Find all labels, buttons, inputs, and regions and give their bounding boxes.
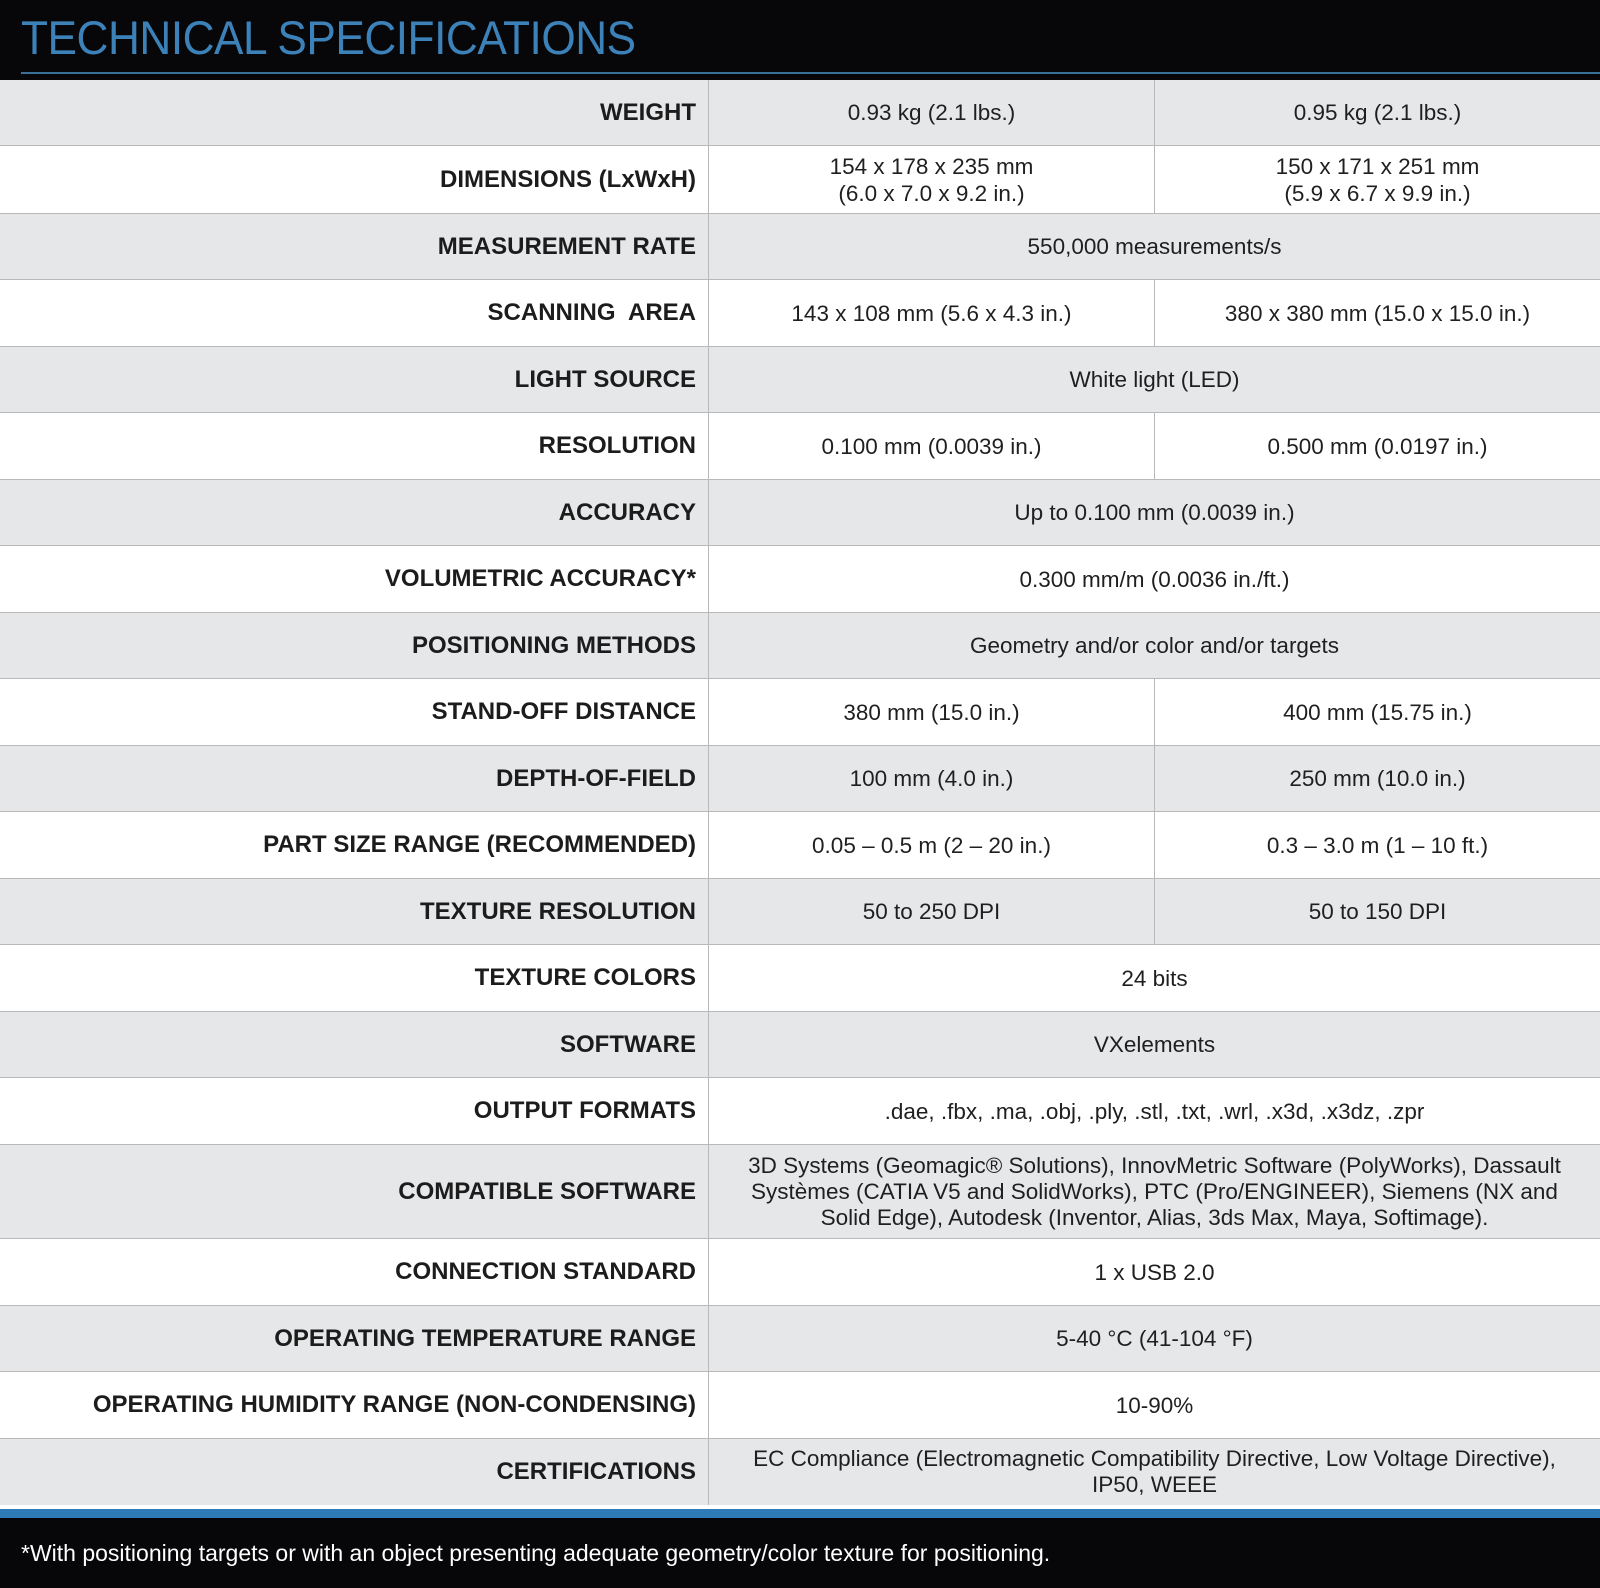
- spec-value-model-2: 250 mm (10.0 in.): [1289, 766, 1466, 791]
- spec-label: TEXTURE COLORS: [0, 945, 709, 1011]
- spec-label: OPERATING TEMPERATURE RANGE: [0, 1306, 709, 1371]
- spec-value-model-1: 143 x 108 mm (5.6 x 4.3 in.): [709, 280, 1155, 346]
- spec-label: CONNECTION STANDARD: [0, 1239, 709, 1305]
- table-row: [0, 1439, 1600, 1505]
- spec-value: .dae, .fbx, .ma, .obj, .ply, .stl, .txt, .wrl, .x3d, .x3dz, .zpr: [884, 1098, 1425, 1124]
- spec-value: Up to 0.100 mm (0.0039 in.): [1014, 500, 1295, 525]
- spec-value: [709, 1145, 1600, 1238]
- table-row: [0, 1306, 1600, 1372]
- spec-label: ACCURACY: [0, 480, 709, 545]
- spec-label: CERTIFICATIONS: [0, 1439, 709, 1505]
- spec-label: SOFTWARE: [0, 1012, 709, 1077]
- spec-table: [0, 80, 1600, 1505]
- spec-label: DIMENSIONS (LxWxH): [0, 146, 709, 213]
- spec-value-model-2: 380 x 380 mm (15.0 x 15.0 in.): [1224, 300, 1531, 326]
- spec-value-model-2: 50 to 150 DPI: [1308, 899, 1447, 924]
- spec-label: OUTPUT FORMATS: [0, 1078, 709, 1144]
- spec-label: POSITIONING METHODS: [0, 613, 709, 678]
- table-row: [0, 347, 1600, 413]
- value-line: Solid Edge), Autodesk (Inventor, Alias, 3ds Max, Maya, Softimage).: [820, 1204, 1489, 1230]
- spec-label: STAND-OFF DISTANCE: [0, 679, 709, 745]
- spec-value-model-1: 0.05 – 0.5 m (2 – 20 in.): [709, 812, 1155, 878]
- table-row: [0, 945, 1600, 1012]
- value-line: 3D Systems (Geomagic® Solutions), InnovMetric Software (PolyWorks), Dassault: [748, 1152, 1561, 1178]
- spec-value: 24 bits: [1121, 965, 1188, 991]
- spec-value: 1 x USB 2.0: [1094, 1259, 1215, 1285]
- table-row: [0, 146, 1600, 214]
- value-line: EC Compliance (Electromagnetic Compatibility Directive, Low Voltage Directive),: [753, 1446, 1556, 1471]
- table-row: [0, 1239, 1600, 1306]
- value-line: (6.0 x 7.0 x 9.2 in.): [838, 180, 1025, 206]
- table-row: [0, 613, 1600, 679]
- spec-value-model-1: 380 mm (15.0 in.): [709, 679, 1155, 745]
- table-row: [0, 214, 1600, 280]
- table-row: [0, 480, 1600, 546]
- spec-value-model-2: 400 mm (15.75 in.): [1283, 699, 1472, 725]
- table-row: [0, 1012, 1600, 1078]
- spec-label: SCANNING AREA: [0, 280, 709, 346]
- spec-value: VXelements: [1093, 1032, 1216, 1057]
- table-row: [0, 280, 1600, 347]
- table-row: [0, 812, 1600, 879]
- table-row: [0, 879, 1600, 945]
- spec-label: COMPATIBLE SOFTWARE: [0, 1145, 709, 1238]
- table-row: [0, 413, 1600, 480]
- spec-label: RESOLUTION: [0, 413, 709, 479]
- value-line: Systèmes (CATIA V5 and SolidWorks), PTC (Pro/ENGINEER), Siemens (NX and: [751, 1178, 1558, 1204]
- value-line: IP50, WEEE: [1091, 1472, 1218, 1497]
- spec-value-model-2: 0.95 kg (2.1 lbs.): [1293, 100, 1462, 125]
- table-row: [0, 1078, 1600, 1145]
- accent-band: [0, 1509, 1600, 1518]
- value-line: 150 x 171 x 251 mm: [1275, 153, 1480, 179]
- table-row: [0, 546, 1600, 613]
- spec-value-model-2: 0.3 – 3.0 m (1 – 10 ft.): [1266, 832, 1489, 858]
- spec-label: PART SIZE RANGE (RECOMMENDED): [0, 812, 709, 878]
- spec-value: 550,000 measurements/s: [1027, 234, 1282, 259]
- table-row: [0, 1145, 1600, 1239]
- spec-value: 5-40 °C (41-104 °F): [1056, 1326, 1253, 1351]
- header-bar: [0, 0, 1600, 80]
- spec-value: 0.300 mm/m (0.0036 in./ft.): [1019, 566, 1290, 592]
- table-row: [0, 679, 1600, 746]
- header-divider: [21, 72, 1600, 74]
- footer-bar: [0, 1518, 1600, 1588]
- spec-label: WEIGHT: [0, 80, 709, 145]
- spec-label: VOLUMETRIC ACCURACY*: [0, 546, 709, 612]
- table-row: [0, 746, 1600, 812]
- spec-value-model-2: [1155, 146, 1600, 213]
- page-title: TECHNICAL SPECIFICATIONS: [21, 11, 636, 64]
- spec-value-model-1: 0.100 mm (0.0039 in.): [709, 413, 1155, 479]
- spec-value-model-2: 0.500 mm (0.0197 in.): [1267, 433, 1488, 459]
- spec-label: DEPTH-OF-FIELD: [0, 746, 709, 811]
- spec-value: Geometry and/or color and/or targets: [970, 633, 1339, 658]
- spec-value-model-1: 50 to 250 DPI: [709, 879, 1155, 944]
- spec-label: TEXTURE RESOLUTION: [0, 879, 709, 944]
- spec-label: OPERATING HUMIDITY RANGE (NON-CONDENSING): [0, 1372, 709, 1438]
- table-row: [0, 1372, 1600, 1439]
- spec-value-model-1: 100 mm (4.0 in.): [709, 746, 1155, 811]
- spec-label: MEASUREMENT RATE: [0, 214, 709, 279]
- table-row: [0, 80, 1600, 146]
- spec-value: White light (LED): [1069, 367, 1240, 392]
- spec-value: [709, 1439, 1600, 1505]
- spec-label: LIGHT SOURCE: [0, 347, 709, 412]
- value-line: 154 x 178 x 235 mm: [829, 153, 1034, 179]
- spec-value-model-1: [709, 146, 1155, 213]
- value-line: (5.9 x 6.7 x 9.9 in.): [1284, 180, 1471, 206]
- spec-value-model-1: 0.93 kg (2.1 lbs.): [709, 80, 1155, 145]
- footnote: *With positioning targets or with an object presenting adequate geometry/color texture for positioning.: [21, 1540, 1051, 1566]
- spec-value: 10-90%: [1115, 1392, 1194, 1418]
